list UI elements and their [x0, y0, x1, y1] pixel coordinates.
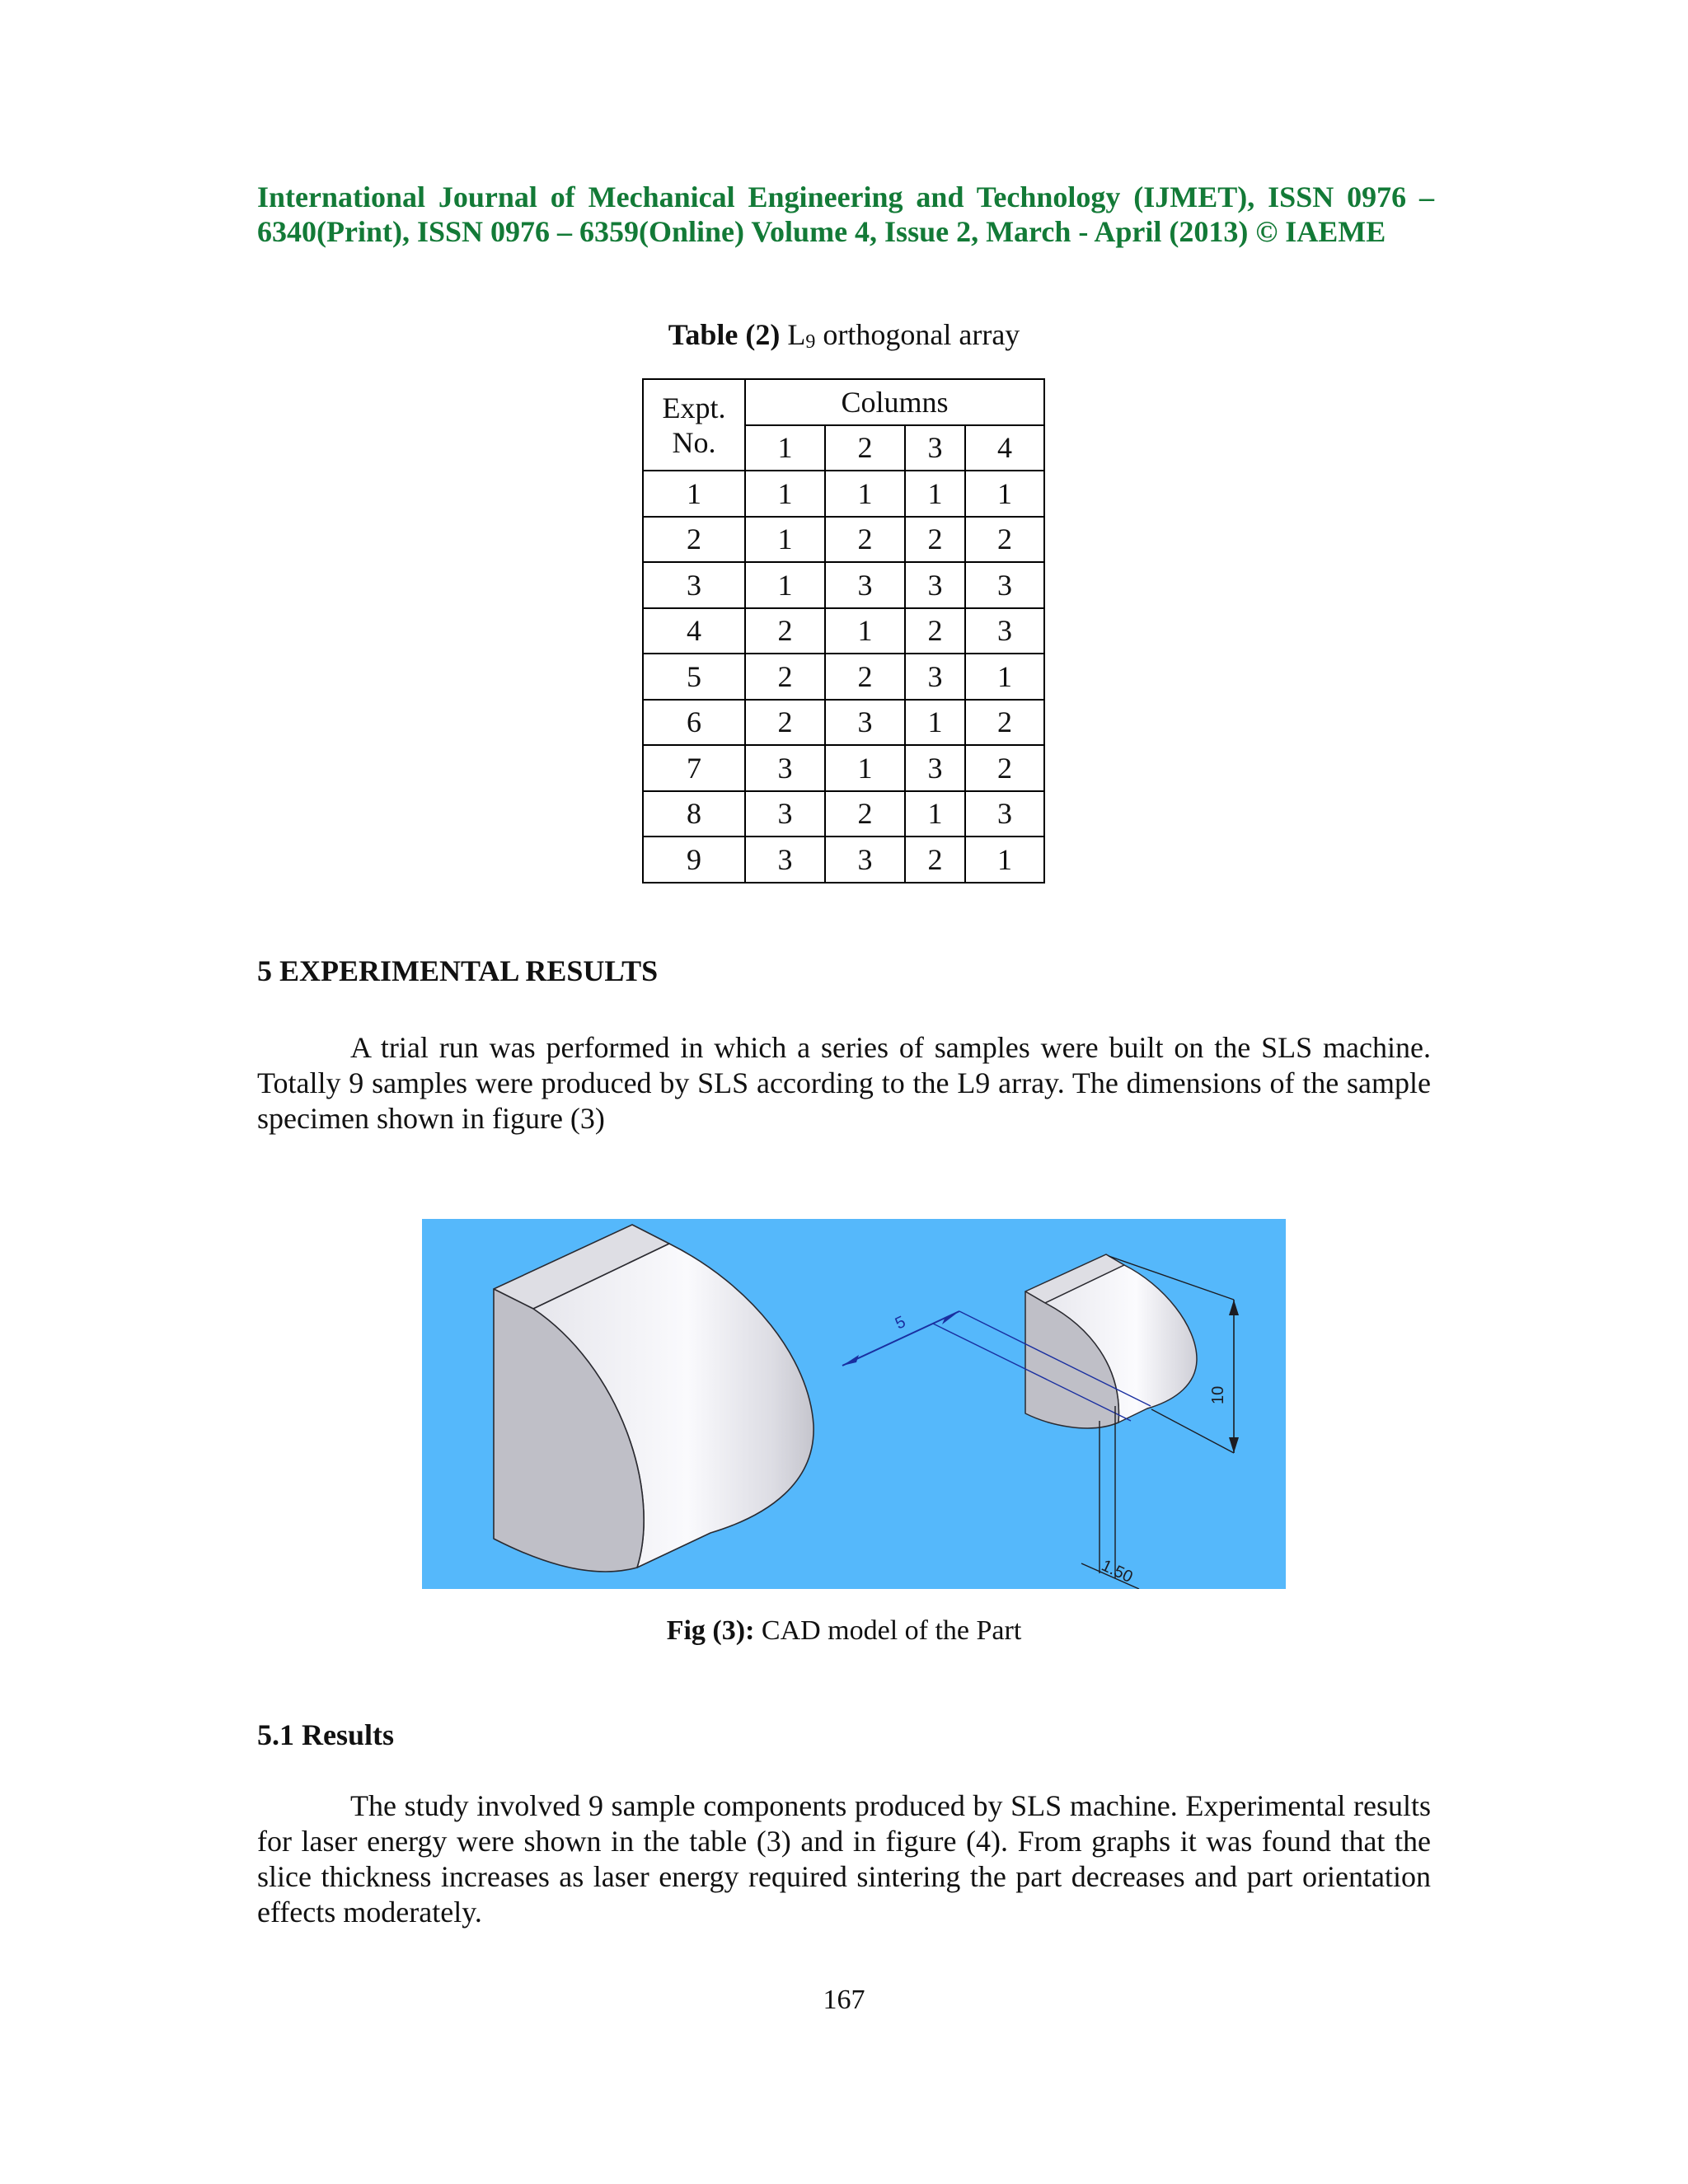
table-2-caption	[0, 317, 1688, 359]
section-5-1-paragraph: The study involved 9 sample components produced by SLS machine. Experimental results for laser energy were shown in the table (3) and in figure (4). From graphs it was found that the slice thickness increases as laser energy required sintering the part decreases and part orientation effects moderately.	[257, 1789, 1431, 1929]
expt-number-cell: 2	[643, 517, 745, 563]
table-2-caption-L: L	[787, 318, 806, 351]
table-cell: 3	[825, 562, 905, 608]
table-cell: 2	[745, 700, 825, 746]
table-row	[643, 745, 1044, 791]
table-row	[643, 654, 1044, 700]
section-5-heading: 5 EXPERIMENTAL RESULTS	[257, 954, 659, 987]
table-row	[643, 700, 1044, 746]
column-number: 3	[905, 425, 965, 471]
table-cell: 3	[745, 791, 825, 837]
table-cell: 2	[905, 608, 965, 654]
table-cell: 1	[905, 791, 965, 837]
table-cell: 1	[905, 471, 965, 517]
table-cell: 2	[965, 517, 1044, 563]
table-cell: 2	[905, 837, 965, 883]
figure-3-label: Fig (3):	[666, 1615, 755, 1646]
dimension-5-label: 5	[892, 1312, 909, 1333]
expt-number-cell: 8	[643, 791, 745, 837]
cad-model-figure	[422, 1219, 1286, 1589]
expt-number-cell: 1	[643, 471, 745, 517]
table-row	[643, 608, 1044, 654]
expt-number-cell: 3	[643, 562, 745, 608]
table-cell: 2	[745, 608, 825, 654]
table-cell: 3	[905, 562, 965, 608]
table-cell: 1	[825, 745, 905, 791]
journal-header: International Journal of Mechanical Engineering and Technology (IJMET), ISSN 0976 – 6340(Print), ISSN 0976 – 6359(Online) Volume 4, Issue 2, March - April (2013) © IAEME	[257, 180, 1434, 248]
table-cell: 3	[745, 837, 825, 883]
table-2-caption-subscript: 9	[805, 331, 816, 353]
dimension-150-label: 1.50	[1098, 1556, 1136, 1586]
table-cell: 3	[965, 608, 1044, 654]
table-row	[643, 562, 1044, 608]
table-row	[643, 471, 1044, 517]
table-cell: 2	[905, 517, 965, 563]
table-cell: 3	[965, 562, 1044, 608]
section-5-paragraph: A trial run was performed in which a series of samples were built on the SLS machine. Totally 9 samples were produced by SLS according to the L9 array. The dimensions of the sample specimen shown in figure (3)	[257, 1031, 1431, 1135]
table-cell: 3	[825, 700, 905, 746]
l9-orthogonal-array-table	[642, 378, 1045, 883]
table-cell: 2	[825, 791, 905, 837]
expt-number-cell: 9	[643, 837, 745, 883]
table-cell: 1	[745, 562, 825, 608]
table-row	[643, 837, 1044, 883]
table-cell: 2	[745, 654, 825, 700]
table-cell: 3	[905, 745, 965, 791]
table-cell: 2	[965, 700, 1044, 746]
figure-3-caption-text: CAD model of the Part	[754, 1615, 1022, 1646]
table-cell: 2	[825, 517, 905, 563]
table-cell: 1	[965, 654, 1044, 700]
table-cell: 2	[825, 654, 905, 700]
table-2-label: Table (2)	[668, 318, 781, 351]
column-number: 2	[825, 425, 905, 471]
expt-number-cell: 7	[643, 745, 745, 791]
table-row	[643, 791, 1044, 837]
section-5-1-heading: 5.1 Results	[257, 1718, 395, 1751]
expt-number-cell: 4	[643, 608, 745, 654]
table-cell: 3	[745, 745, 825, 791]
figure-3-caption	[0, 1615, 1688, 1647]
table-header-row	[643, 379, 1044, 425]
column-number: 1	[745, 425, 825, 471]
table-cell: 1	[745, 517, 825, 563]
table-row	[643, 517, 1044, 563]
columns-header: Columns	[745, 379, 1044, 425]
table-cell: 3	[825, 837, 905, 883]
expt-number-cell: 5	[643, 654, 745, 700]
dimension-10-label: 10	[1209, 1385, 1227, 1404]
table-cell: 2	[965, 745, 1044, 791]
table-cell: 1	[965, 471, 1044, 517]
table-cell: 1	[825, 471, 905, 517]
table-cell: 1	[745, 471, 825, 517]
table-cell: 1	[905, 700, 965, 746]
table-cell: 1	[825, 608, 905, 654]
expt-no-header: Expt. No.	[643, 379, 745, 471]
page-number: 167	[823, 1985, 865, 2015]
table-2-caption-text: orthogonal array	[815, 318, 1020, 351]
column-number: 4	[965, 425, 1044, 471]
expt-number-cell: 6	[643, 700, 745, 746]
table-cell: 1	[965, 837, 1044, 883]
table-cell: 3	[965, 791, 1044, 837]
table-cell: 3	[905, 654, 965, 700]
